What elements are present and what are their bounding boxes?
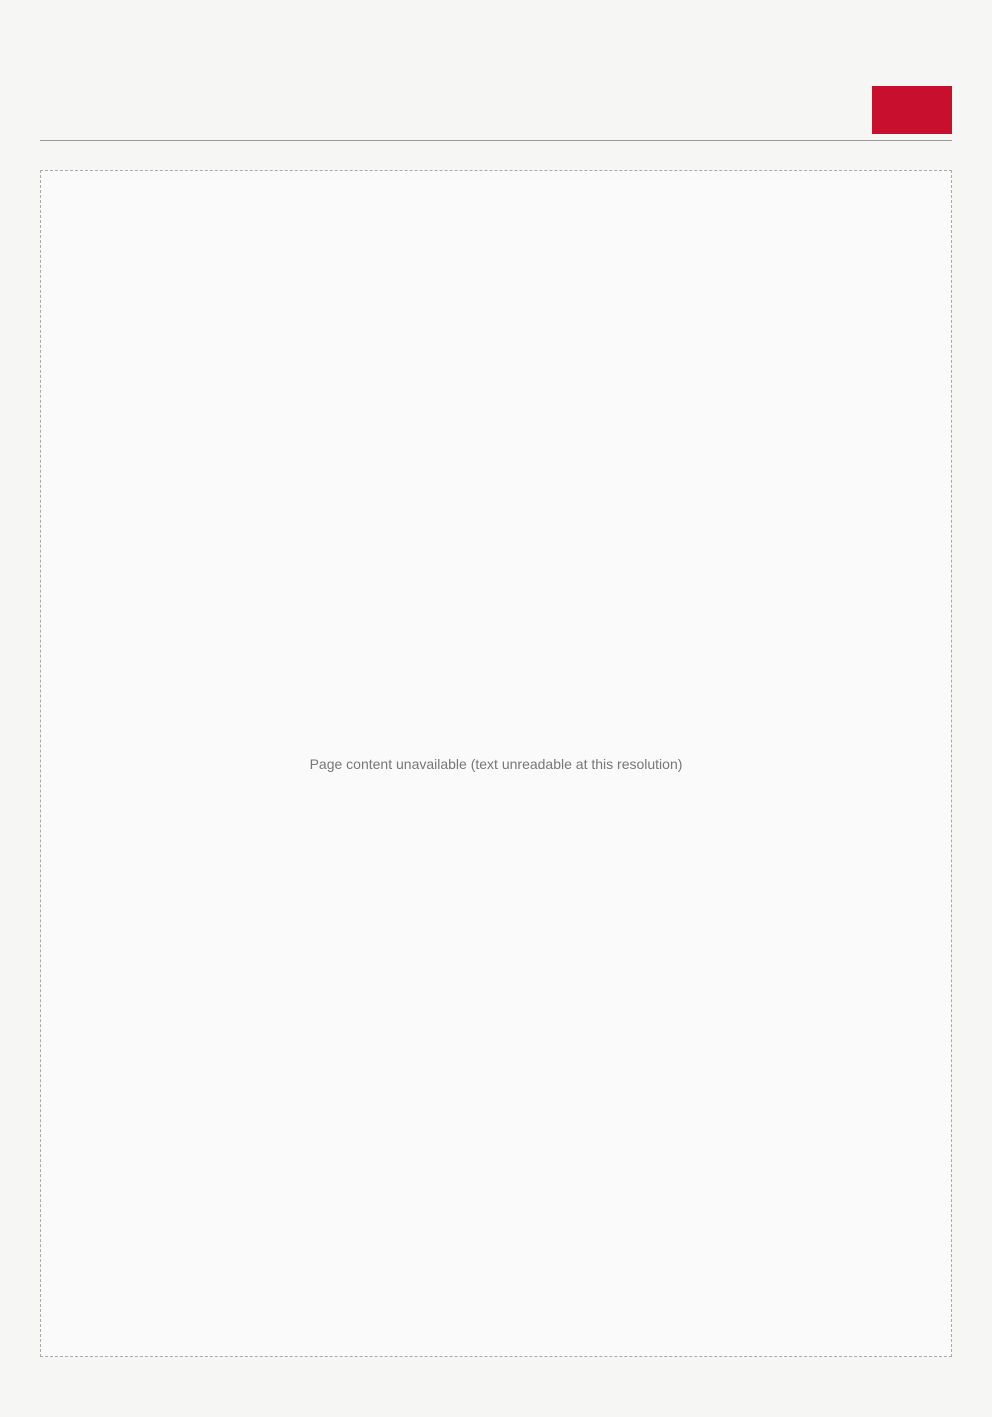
brand-logo [872, 86, 952, 134]
masthead [40, 80, 952, 141]
content-placeholder: Page content unavailable (text unreadable at this resolution) [40, 170, 952, 1357]
